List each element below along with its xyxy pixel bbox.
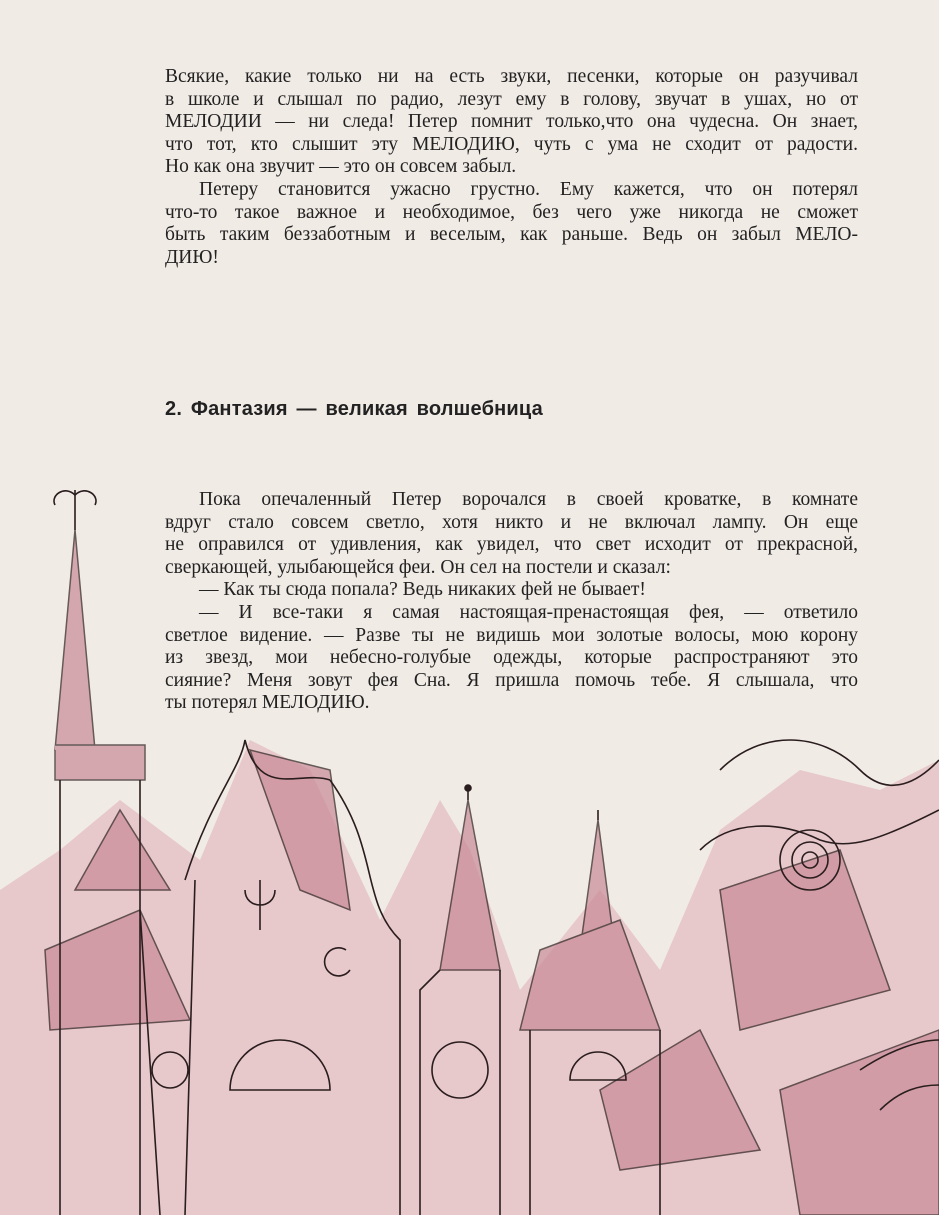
paragraph-1 — [165, 66, 858, 269]
text-line: МЕЛОДИИ — ни следа! Петер помнит только,что она чудесна. Он знает, — [165, 111, 858, 133]
text-line: Петеру становится ужасно грустно. Ему кажется, что он потерял — [199, 178, 858, 200]
text-line: — И все-таки я самая настоящая-пренастоящая фея, — ответило — [199, 601, 858, 623]
text-line: вдруг стало совсем светло, хотя никто и не включал лампу. Он еще — [165, 511, 858, 533]
text-line: светлое видение. — Разве ты не видишь мои золотые волосы, мою корону — [165, 624, 858, 646]
text-line: сияние? Меня зовут фея Сна. Я пришла помочь тебе. Я слышала, что — [165, 669, 858, 691]
paragraph-2 — [165, 489, 858, 715]
text-line: — Как ты сюда попала? Ведь никаких фей не бывает! — [199, 579, 646, 601]
text-line: Пока опечаленный Петер ворочался в своей кроватке, в комнате — [199, 489, 858, 510]
text-line: быть таким беззаботным и веселым, как раньше. Ведь он забыл МЕЛО- — [165, 224, 858, 246]
text-line: Всякие, какие только ни на есть звуки, песенки, которые он разучивал — [165, 66, 858, 87]
text-line: ты потерял МЕЛОДИЮ. — [165, 692, 370, 714]
text-line: не оправился от удивления, как увидел, что свет исходит от прекрасной, — [165, 534, 858, 556]
text-line: что тот, кто слышит эту МЕЛОДИЮ, чуть с ума не сходит от радости. — [165, 133, 858, 155]
tall-spire — [55, 530, 95, 750]
text-line: что-то такое важное и необходимое, без чего уже никогда не сможет — [165, 201, 858, 223]
text-line: из звезд, мои небесно-голубые одежды, которые распространяют это — [165, 647, 858, 669]
text-line: сверкающей, улыбающейся феи. Он сел на постели и сказал: — [165, 556, 671, 578]
text-line: ДИЮ! — [165, 246, 219, 268]
text-line: в школе и слышал по радио, лезут ему в голову, звучат в ушах, но от — [165, 88, 858, 110]
chapter-heading: 2. Фантазия — великая волшебница — [165, 398, 543, 420]
text-line: Но как она звучит — это он совсем забыл. — [165, 156, 517, 178]
